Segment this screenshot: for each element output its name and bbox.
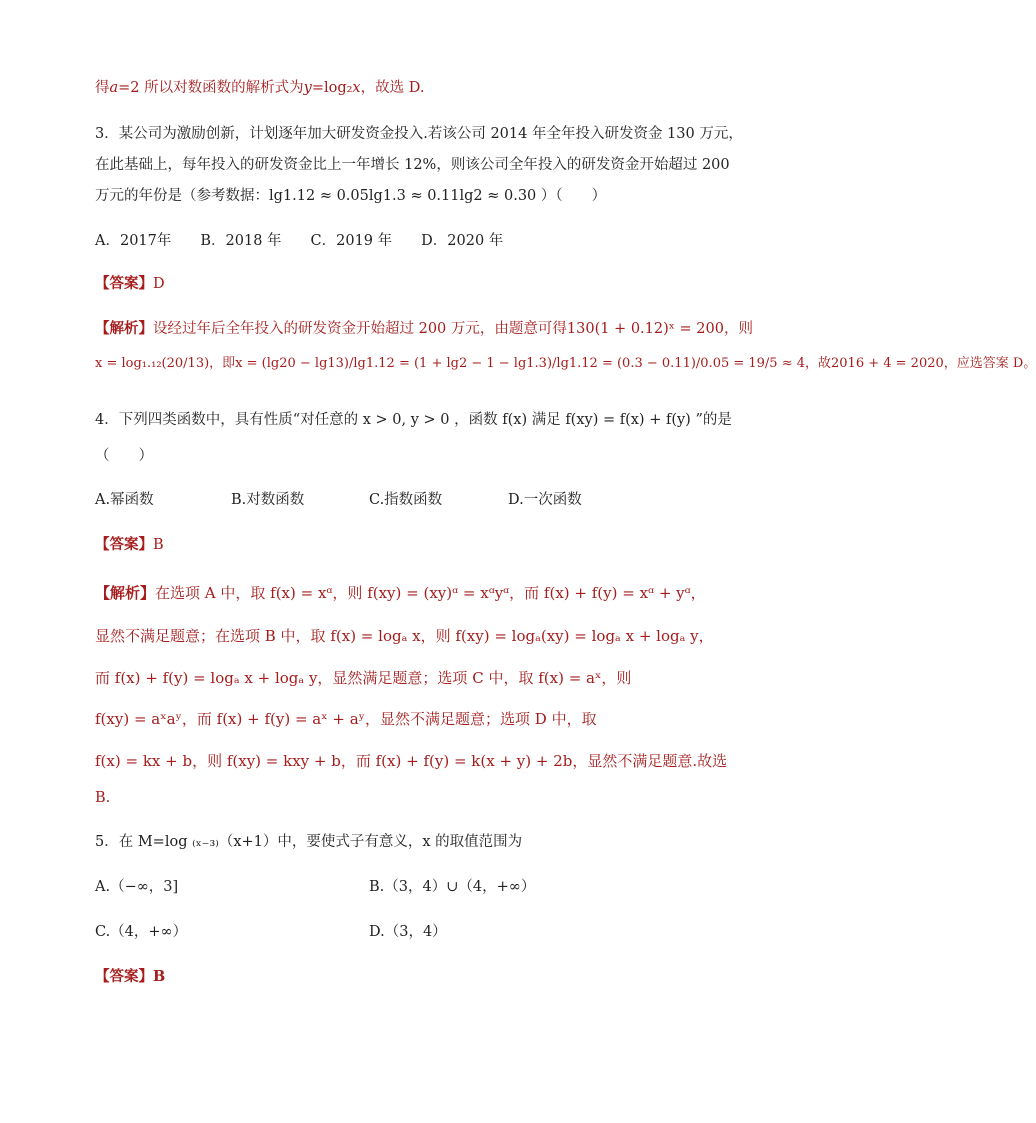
- question-4-solution-line-6: B.: [95, 790, 111, 806]
- previous-solution-ending: 得𝑎=2 所以对数函数的解析式为𝑦=log₂𝑥，故选 D.: [95, 80, 425, 96]
- question-4-option-d: D.一次函数: [508, 492, 582, 508]
- answer-value: D: [153, 276, 165, 292]
- question-4-line-2: （ ）: [95, 448, 153, 464]
- question-3-line-3: 万元的年份是（参考数据：lg1.12 ≈ 0.05lg1.3 ≈ 0.11lg2 ≈ 0.30 ）（ ）: [95, 188, 607, 204]
- question-4-option-a: A.幂函数: [95, 492, 154, 508]
- answer-tag: 【答案】: [95, 536, 153, 553]
- question-5-answer: [95, 967, 165, 987]
- question-4-solution-line-3: 而 f(x) + f(y) = logₐ x + logₐ y，显然满足题意；选项 C 中，取 f(x) = aˣ，则: [95, 669, 632, 687]
- question-3-answer: [95, 274, 165, 294]
- question-3-solution-line-2: x = log₁.₁₂(20/13)，即x = (lg20 − lg13)/lg1.12 = (1 + lg2 − 1 − lg1.3)/lg1.12 = (0.3 − 0.11)/0.05 = 19/5 ≈ 4，故2016 + 4 = 2020，应选答案 D。: [95, 356, 1036, 371]
- solution-text: 在选项 A 中，取 f(x) = xᵅ，则 f(xy) = (xy)ᵅ = xᵅyᵅ，而 f(x) + f(y) = xᵅ + yᵅ，: [155, 584, 706, 602]
- question-4-option-b: B.对数函数: [231, 492, 305, 508]
- solution-tag: 【解析】: [95, 584, 156, 602]
- question-4-line-1: 4．下列四类函数中，具有性质“对任意的 x > 0, y > 0 ，函数 f(x) 满足 f(xy) = f(x) + f(y) ”的是: [95, 412, 732, 428]
- question-5-option-b: B.（3，4）∪（4，+∞）: [369, 879, 536, 895]
- answer-value: B: [153, 537, 164, 553]
- solution-text: 设经过年后全年投入的研发资金开始超过 200 万元，由题意可得130(1 + 0.12)ˣ = 200，则: [153, 321, 753, 337]
- question-5-option-c: C.（4，+∞）: [95, 924, 188, 940]
- solution-tag: 【解析】: [95, 320, 153, 337]
- question-4-solution-line-1: [95, 583, 706, 603]
- question-5-option-a: A.（−∞，3]: [95, 879, 179, 895]
- question-3-line-1: 3．某公司为激励创新，计划逐年加大研发资金投入.若该公司 2014 年全年投入研发资金 130 万元，: [95, 126, 743, 142]
- answer-value: B: [153, 968, 166, 985]
- question-3-line-2: 在此基础上，每年投入的研发资金比上一年增长 12%，则该公司全年投入的研发资金开始超过 200: [95, 157, 730, 173]
- question-5-line-1: 5．在 M=log ₍ₓ₋₃₎（x+1）中，要使式子有意义，x 的取值范围为: [95, 834, 523, 850]
- question-4-answer: [95, 535, 164, 555]
- question-4-solution-line-2: 显然不满足题意；在选项 B 中，取 f(x) = logₐ x，则 f(xy) = logₐ(xy) = logₐ x + logₐ y，: [95, 627, 714, 645]
- question-4-solution-line-4: f(xy) = aˣaʸ，而 f(x) + f(y) = aˣ + aʸ，显然不满足题意；选项 D 中，取: [95, 710, 597, 728]
- question-3-options: A．2017年 B．2018 年 C．2019 年 D．2020 年: [95, 233, 504, 249]
- answer-tag: 【答案】: [95, 275, 153, 292]
- answer-tag: 【答案】: [95, 968, 153, 985]
- question-5-option-d: D.（3，4）: [369, 924, 447, 940]
- question-4-solution-line-5: f(x) = kx + b，则 f(xy) = kxy + b，而 f(x) + f(y) = k(x + y) + 2b，显然不满足题意.故选: [95, 752, 728, 770]
- question-3-solution-line-1: [95, 319, 753, 339]
- question-4-option-c: C.指数函数: [369, 492, 443, 508]
